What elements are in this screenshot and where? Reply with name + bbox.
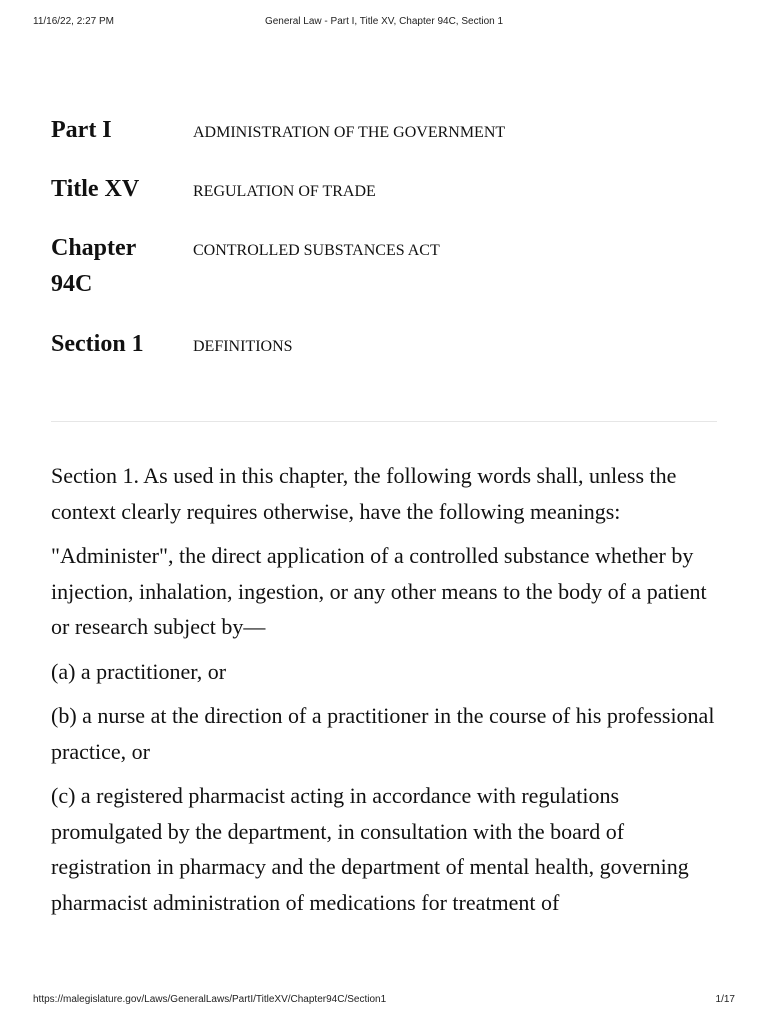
body-paragraph: (c) a registered pharmacist acting in accordance with regulations promulgated by the department, in consultation with the board of registration in pharmacy and the department of mental health, governing pharmacist administration of medications for treatment of — [51, 783, 689, 915]
print-header — [33, 16, 735, 30]
part-label: Part I — [51, 117, 112, 143]
chapter-label — [51, 230, 193, 302]
title-name: REGULATION OF TRADE — [193, 183, 376, 200]
print-date: 11/16/22, 2:27 PM — [33, 16, 114, 27]
title-label: Title XV — [51, 176, 140, 202]
heading-row-section — [51, 326, 293, 365]
section-body — [51, 458, 721, 929]
part-name: ADMINISTRATION OF THE GOVERNMENT — [193, 124, 506, 141]
print-title: General Law - Part I, Title XV, Chapter 94C, Section 1 — [264, 16, 504, 27]
body-paragraph: "Administer", the direct application of a controlled substance whether by injection, inhalation, ingestion, or any other means to the body of a patient or research subject by— — [51, 543, 707, 639]
heading-row-title — [51, 171, 376, 210]
divider — [51, 421, 717, 422]
section-name: DEFINITIONS — [193, 338, 293, 355]
chapter-label-line1: Chapter — [51, 235, 137, 261]
body-paragraph: Section 1. As used in this chapter, the following words shall, unless the context clearly requires otherwise, have the following meanings: — [51, 463, 677, 524]
chapter-label-line2: 94C — [51, 271, 93, 297]
heading-row-part — [51, 112, 505, 151]
heading-row-chapter — [51, 230, 440, 302]
section-label: Section 1 — [51, 331, 144, 357]
chapter-name: CONTROLLED SUBSTANCES ACT — [193, 242, 440, 259]
body-paragraph: (b) a nurse at the direction of a practitioner in the course of his professional practice, or — [51, 703, 715, 764]
body-paragraph: (a) a practitioner, or — [51, 658, 227, 684]
print-url: https://malegislature.gov/Laws/GeneralLaws/PartI/TitleXV/Chapter94C/Section1 — [33, 994, 387, 1005]
page-number: 1/17 — [715, 994, 735, 1005]
print-footer — [33, 994, 735, 1008]
